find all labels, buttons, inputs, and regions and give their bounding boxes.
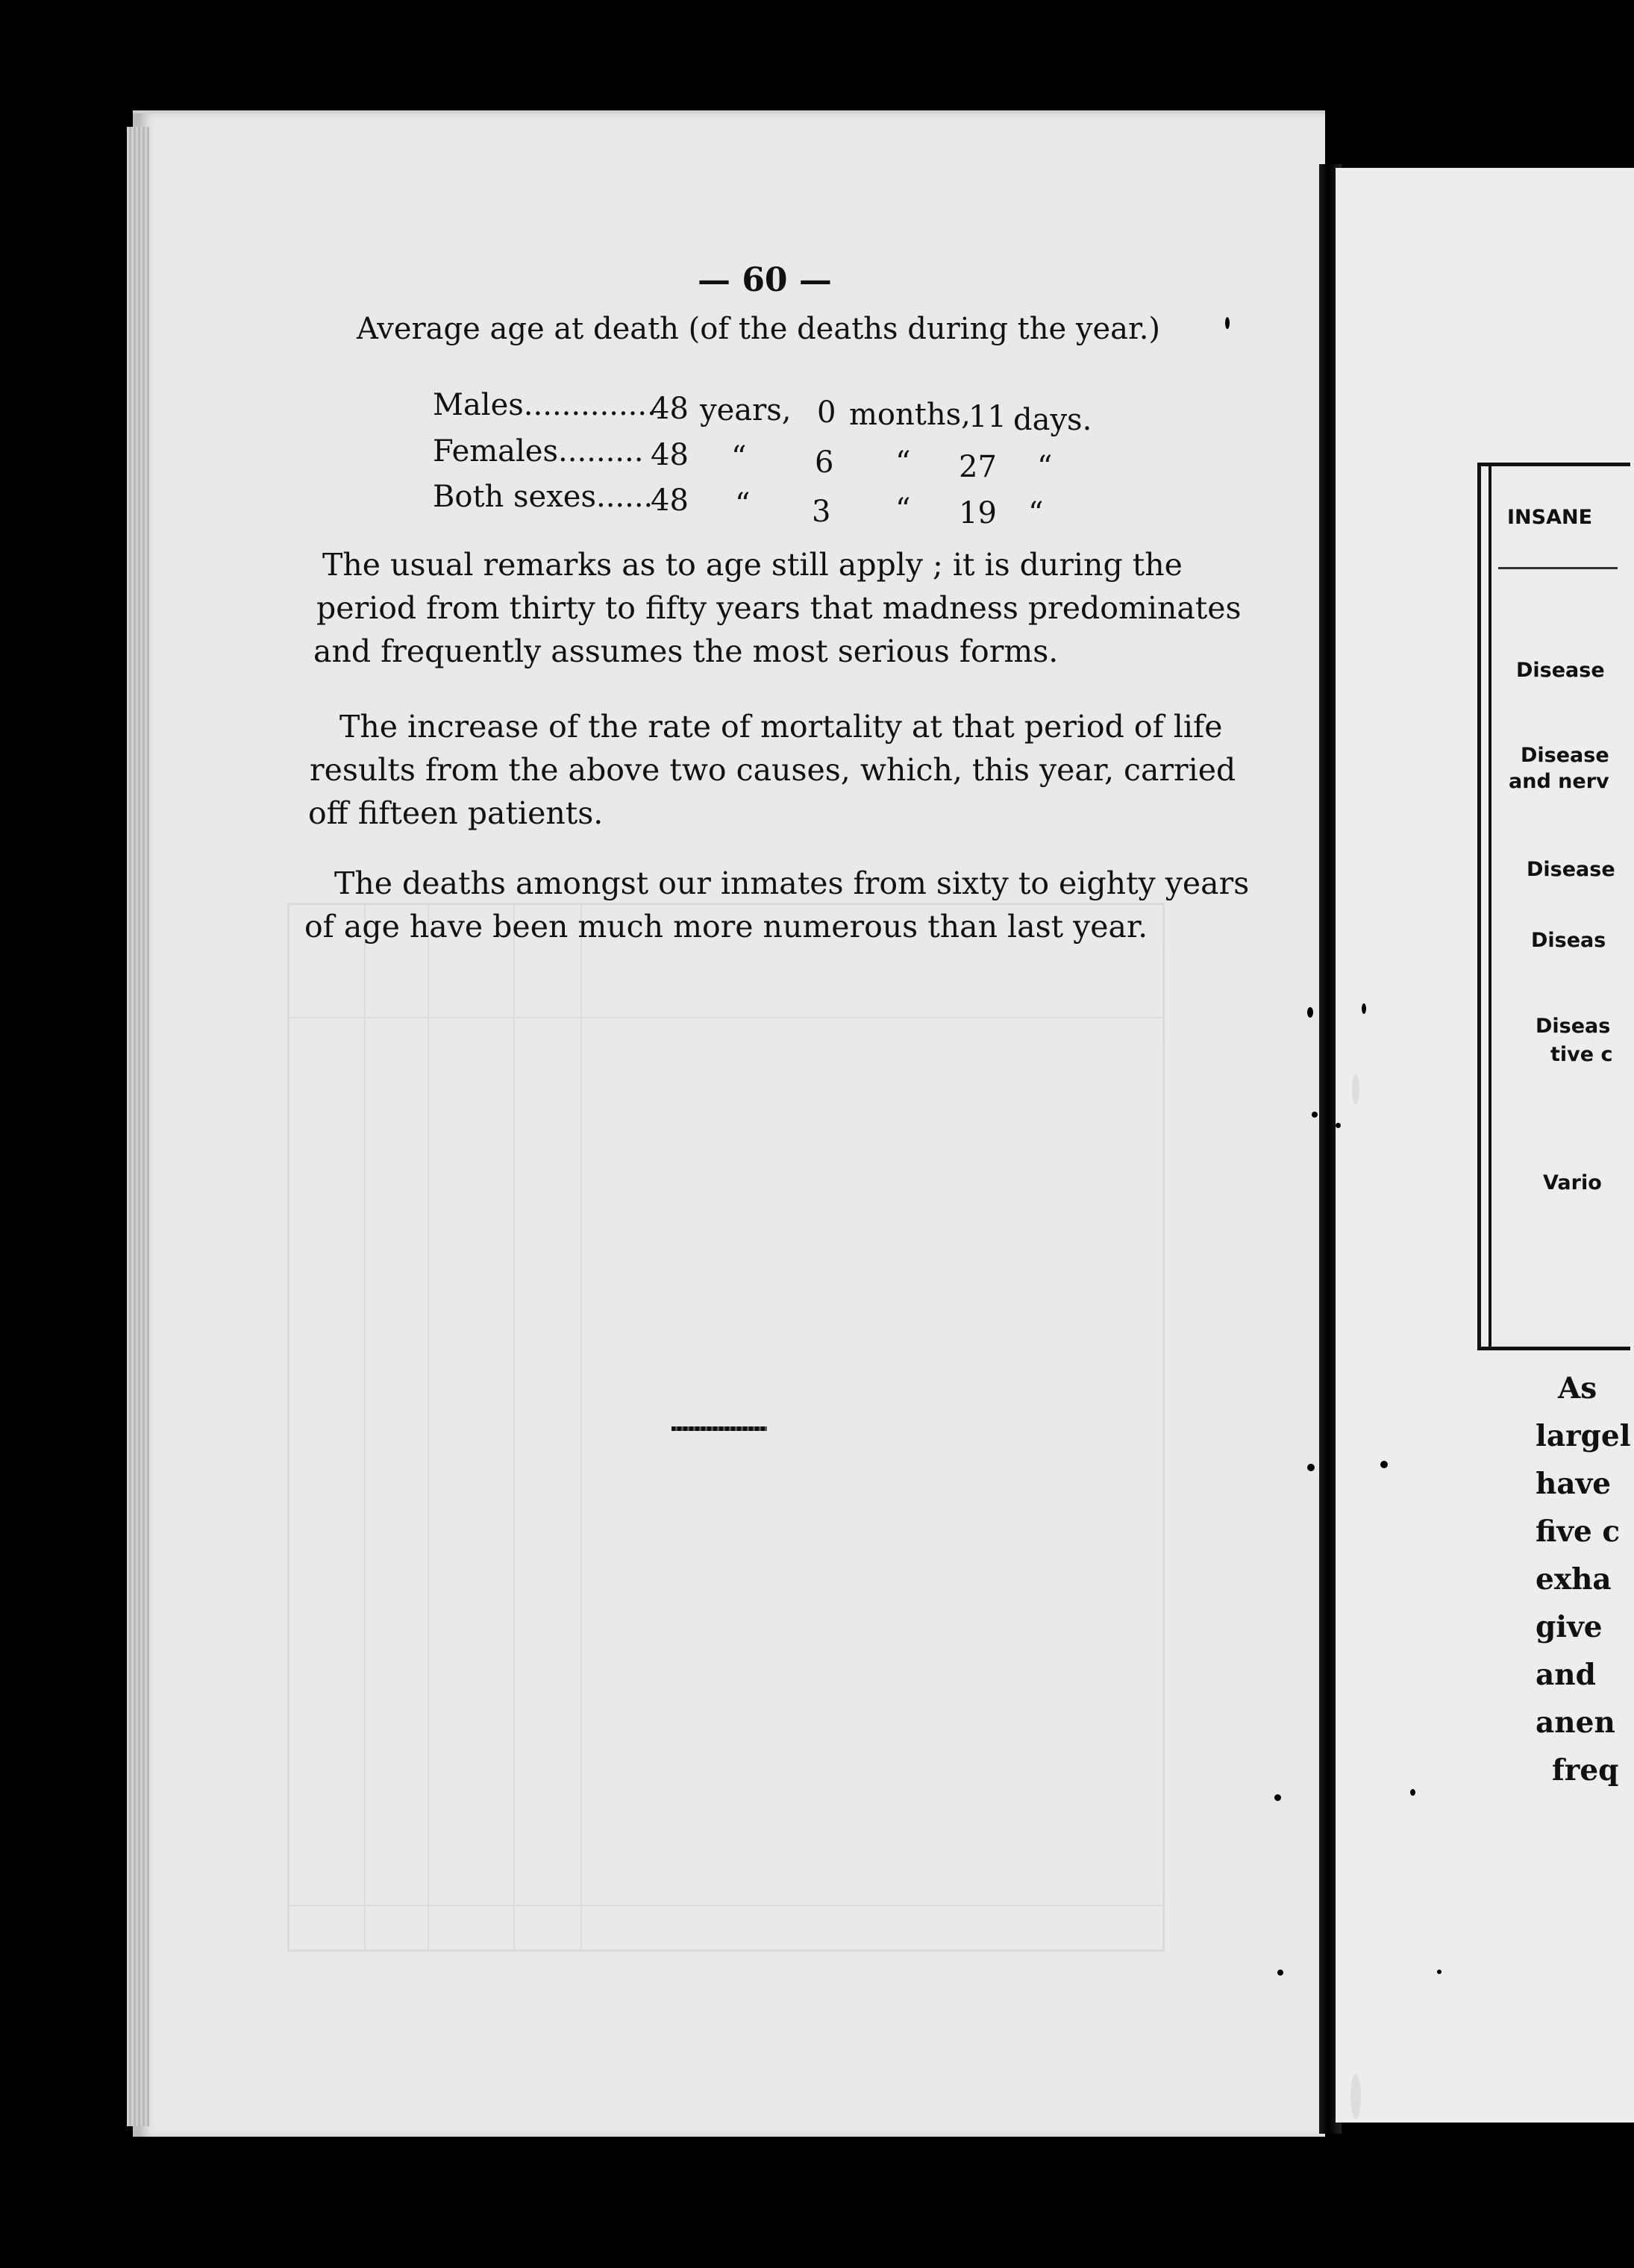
right-table-row: Vario	[1543, 1171, 1602, 1194]
paragraph-line: The deaths amongst our inmates from sixty to eighty years	[334, 865, 1250, 901]
average-age-heading: Average age at death (of the deaths during the year.)	[357, 312, 1161, 346]
row-years: “	[731, 440, 747, 474]
row-days: “	[1028, 496, 1044, 530]
row-label: Females.........	[433, 434, 644, 469]
paragraph-2	[308, 705, 1236, 835]
row-months: “	[895, 492, 911, 527]
paragraph-line: period from thirty to fifty years that madness predominates	[316, 590, 1242, 626]
white-speck	[1350, 2074, 1361, 2119]
row-months-value: 0	[817, 395, 836, 430]
right-table-row: Diseas	[1531, 929, 1606, 952]
paragraph-line: The usual remarks as to age still apply ; it is during the	[322, 547, 1183, 583]
paragraph-line: off fifteen patients.	[308, 795, 604, 831]
row-days-value: 11	[968, 400, 1007, 434]
ink-speck	[1336, 1123, 1341, 1128]
right-table-frame	[1477, 463, 1630, 1350]
right-table-header-rule	[1498, 567, 1618, 569]
right-body-line: and	[1536, 1658, 1596, 1692]
row-months: months,	[849, 398, 971, 432]
row-months: “	[895, 445, 911, 480]
ink-speck	[1274, 1794, 1281, 1801]
right-table-row: Diseas	[1536, 1015, 1611, 1038]
paragraph-1	[313, 543, 1242, 673]
right-table-row: Disease	[1527, 858, 1615, 881]
ink-speck	[1307, 1007, 1313, 1018]
paragraph-line: The increase of the rate of mortality at that period of life	[339, 709, 1223, 745]
right-table-header: INSANE	[1507, 506, 1593, 529]
row-label: Males..............	[433, 388, 657, 422]
paragraph-line: results from the above two causes, which, this year, carried	[310, 752, 1236, 788]
ink-speck	[1307, 1464, 1315, 1471]
right-body-line: freq	[1552, 1753, 1619, 1788]
right-body-line: anen	[1536, 1705, 1615, 1740]
page-number: — 60 —	[698, 261, 832, 299]
right-body-line: five c	[1536, 1514, 1621, 1549]
right-body-line: exha	[1536, 1562, 1612, 1597]
row-years: years,	[700, 393, 792, 427]
row-days: days.	[1013, 403, 1092, 437]
ink-speck	[1437, 1970, 1442, 1974]
row-days-value: 27	[959, 450, 997, 484]
ink-speck	[1277, 1970, 1283, 1976]
page-edge	[127, 127, 149, 2126]
right-table-row: Disease	[1521, 744, 1609, 767]
right-table-row: and nerv	[1509, 770, 1609, 793]
right-table-row: tive c	[1550, 1043, 1613, 1066]
ink-speck	[1312, 1112, 1318, 1118]
ink-speck	[1380, 1461, 1388, 1468]
row-days: “	[1037, 450, 1053, 484]
right-body-line: give	[1536, 1610, 1603, 1644]
right-body-line: have	[1536, 1467, 1612, 1501]
ink-speck	[1410, 1789, 1415, 1796]
paragraph-line: and frequently assumes the most serious forms.	[313, 633, 1059, 669]
ink-speck	[1362, 1003, 1366, 1014]
row-days-value: 19	[959, 496, 997, 530]
paragraph-line: of age have been much more numerous than last year.	[304, 909, 1148, 945]
row-months-value: 3	[812, 495, 831, 529]
right-body-line: largel	[1536, 1419, 1631, 1453]
right-table-row: Disease	[1516, 659, 1605, 682]
right-body-line: As	[1558, 1371, 1597, 1406]
white-speck	[1352, 1074, 1359, 1104]
row-label: Both sexes......	[433, 480, 654, 514]
ink-speck	[1225, 317, 1230, 329]
row-age: 48	[651, 483, 689, 518]
paragraph-3	[304, 862, 1250, 948]
row-months-value: 6	[815, 445, 834, 480]
row-age: 48	[651, 438, 689, 472]
row-years: “	[735, 487, 751, 521]
section-rule	[672, 1426, 767, 1431]
row-age: 48	[651, 392, 689, 426]
